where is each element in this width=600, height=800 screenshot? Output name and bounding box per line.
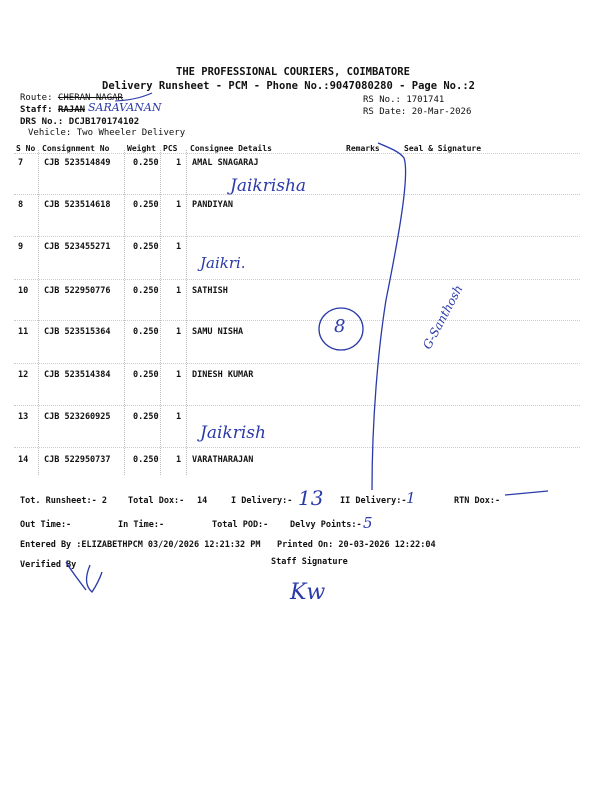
- verified-by: Verified By: [20, 560, 77, 570]
- row-consignment: CJB 523515364: [44, 327, 111, 337]
- row-sno: 14: [18, 455, 29, 465]
- row-consignment: CJB 523514618: [44, 200, 111, 210]
- staff-signature-label: Staff Signature: [271, 557, 348, 567]
- entered-by: Entered By :ELIZABETHPCM 03/20/2026 12:21:32 PM: [20, 540, 261, 550]
- row-weight: 0.250: [133, 200, 159, 210]
- row-consignment: CJB 523260925: [44, 412, 111, 422]
- runsheet-subtitle: Delivery Runsheet - PCM - Phone No.:9047080280 - Page No.:2: [102, 80, 475, 92]
- row-sno: 11: [18, 327, 29, 337]
- col-consignment: Consignment No: [42, 144, 110, 153]
- row-weight: 0.250: [133, 286, 159, 296]
- col-remarks: Remarks: [346, 144, 380, 153]
- company-title: THE PROFESSIONAL COURIERS, COIMBATORE: [176, 66, 410, 78]
- delvy-points-label: Delvy Points:-: [290, 520, 362, 530]
- row-consignment: CJB 523514849: [44, 158, 111, 168]
- signature-row-7: Jaikrisha: [230, 176, 307, 196]
- row-pcs: 1: [176, 370, 182, 380]
- row-weight: 0.250: [133, 327, 159, 337]
- row-consignee: VARATHARAJAN: [192, 455, 254, 465]
- remark-handwritten-name: G-Santhosh: [420, 282, 466, 352]
- drs-label: DRS No.:: [20, 117, 64, 127]
- row-pcs: 1: [176, 242, 182, 252]
- count-circle: [319, 308, 363, 350]
- row-consignee: AMAL SNAGARAJ: [192, 158, 259, 168]
- row-consignment: CJB 523455271: [44, 242, 111, 252]
- total-dox-value: 14: [197, 496, 208, 506]
- row-weight: 0.250: [133, 412, 159, 422]
- i-delivery-value: 13: [298, 486, 324, 510]
- verified-by-signature: [66, 562, 102, 592]
- printed-on: Printed On: 20-03-2026 12:22:04: [277, 540, 436, 550]
- delvy-points-value: 5: [363, 514, 373, 532]
- col-consignee: Consignee Details: [190, 144, 272, 153]
- row-pcs: 1: [176, 412, 182, 422]
- remarks-column-stroke: [372, 143, 406, 490]
- row-pcs: 1: [176, 327, 182, 337]
- staff-value: RAJAN: [57, 105, 86, 115]
- col-seal-signature: Seal & Signature: [404, 144, 482, 153]
- row-sno: 8: [18, 200, 24, 210]
- row-sno: 13: [18, 412, 29, 422]
- rtn-dox-label: RTN Dox:-: [454, 496, 501, 506]
- rtn-dox-dash: [505, 491, 548, 495]
- row-consignment: CJB 523514384: [44, 370, 111, 380]
- tot-runsheet: Tot. Runsheet:- 2: [20, 496, 107, 506]
- ii-delivery-value: 1: [406, 489, 416, 507]
- staff-handwritten-name: SARAVANAN: [88, 101, 162, 114]
- ii-delivery-label: II Delivery:-: [340, 496, 407, 506]
- row-sno: 9: [18, 242, 24, 252]
- in-time-label: In Time:-: [118, 520, 165, 530]
- row-consignment: CJB 522950737: [44, 455, 111, 465]
- col-sno: S No: [16, 144, 36, 153]
- row-pcs: 1: [176, 286, 182, 296]
- row-pcs: 1: [176, 200, 182, 210]
- row-sno: 7: [18, 158, 24, 168]
- route-value: CHERAN NAGAR: [57, 93, 123, 103]
- signature-row-9: Jaikri.: [200, 254, 246, 272]
- row-weight: 0.250: [133, 158, 159, 168]
- staff-label: Staff:: [20, 105, 53, 115]
- row-pcs: 1: [176, 158, 182, 168]
- staff-handwritten-signature: Kw: [290, 580, 326, 605]
- signature-row-13: Jaikrish: [200, 423, 266, 443]
- i-delivery-label: I Delivery:-: [231, 496, 293, 506]
- row-consignment: CJB 522950776: [44, 286, 111, 296]
- circled-count: 8: [334, 316, 346, 337]
- row-consignee: PANDIYAN: [192, 200, 233, 210]
- row-weight: 0.250: [133, 370, 159, 380]
- row-sno: 10: [18, 286, 29, 296]
- rs-no: RS No.: 1701741: [363, 95, 445, 105]
- row-consignee: DINESH KUMAR: [192, 370, 254, 380]
- col-weight: Weight: [127, 144, 156, 153]
- row-weight: 0.250: [133, 455, 159, 465]
- drs-value: DCJB170174102: [68, 117, 140, 127]
- vehicle-line: Vehicle: Two Wheeler Delivery: [28, 128, 186, 138]
- out-time-label: Out Time:-: [20, 520, 72, 530]
- row-sno: 12: [18, 370, 29, 380]
- route-label: Route:: [20, 93, 53, 103]
- row-consignee: SATHISH: [192, 286, 228, 296]
- total-dox-label: Total Dox:-: [128, 496, 185, 506]
- row-pcs: 1: [176, 455, 182, 465]
- route-underline-mark: [115, 93, 152, 101]
- total-pod-label: Total POD:-: [212, 520, 269, 530]
- row-weight: 0.250: [133, 242, 159, 252]
- row-consignee: SAMU NISHA: [192, 327, 244, 337]
- col-pcs: PCS: [163, 144, 178, 153]
- rs-date: RS Date: 20-Mar-2026: [363, 107, 472, 117]
